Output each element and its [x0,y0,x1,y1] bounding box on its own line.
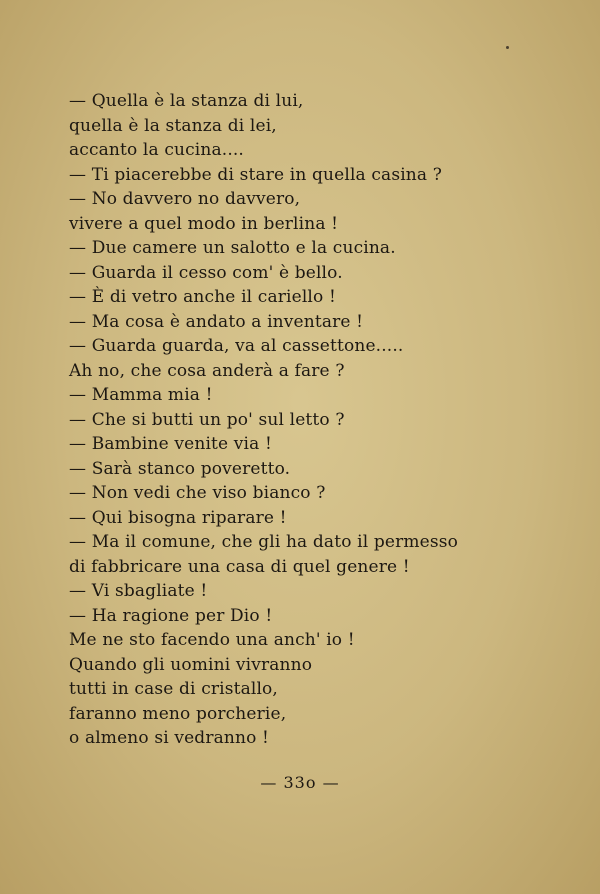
poem-line: Ah no, che cosa anderà a fare ? [69,360,345,381]
poem-line: — Mamma mia ! [69,385,213,405]
poem-line: o almeno si vedranno ! [69,728,270,748]
poem-line: — Due camere un salotto e la cucina. [69,238,396,258]
poem-line: — Guarda il cesso com' è bello. [69,262,343,283]
poem-line: — Ma cosa è andato a inventare ! [69,311,364,332]
poem-line: — Ha ragione per Dio ! [69,605,273,626]
poem-line: Me ne sto facendo una anch' io ! [69,630,355,650]
poem-line: — Quella è la stanza di lui, [69,91,304,111]
poem-line: — Qui bisogna riparare ! [69,507,287,528]
poem-line: faranno meno porcherie, [69,703,287,724]
poem-line: — Vi sbagliate ! [69,581,208,601]
poem-line: accanto la cucina.... [69,140,244,160]
poem-line: tutti in case di cristallo, [69,679,278,699]
poem-line: — Sarà stanco poveretto. [69,458,291,479]
poem-line: — No davvero no davvero, [69,189,301,209]
poem-line: — Ma il comune, che gli ha dato il permesso [69,532,458,552]
poem-text [69,89,458,751]
poem-line: — Non vedi che viso bianco ? [69,483,326,503]
poem-line: — Bambine venite via ! [69,434,272,454]
poem-line: — Guarda guarda, va al cassettone..... [69,336,404,356]
poem-line: quella è la stanza di lei, [69,115,277,136]
poem-line: di fabbricare una casa di quel genere ! [69,556,410,577]
poem-line: vivere a quel modo in berlina ! [69,213,339,234]
poem-line: — Che si butti un po' sul letto ? [69,409,345,430]
paper-speck [506,46,509,49]
poem-line: — È di vetro anche il cariello ! [69,287,336,307]
page-number: — 33o — [260,773,340,792]
poem-line: — Ti piacerebbe di stare in quella casina ? [69,164,443,185]
poem-line: Quando gli uomini vivranno [69,654,313,675]
